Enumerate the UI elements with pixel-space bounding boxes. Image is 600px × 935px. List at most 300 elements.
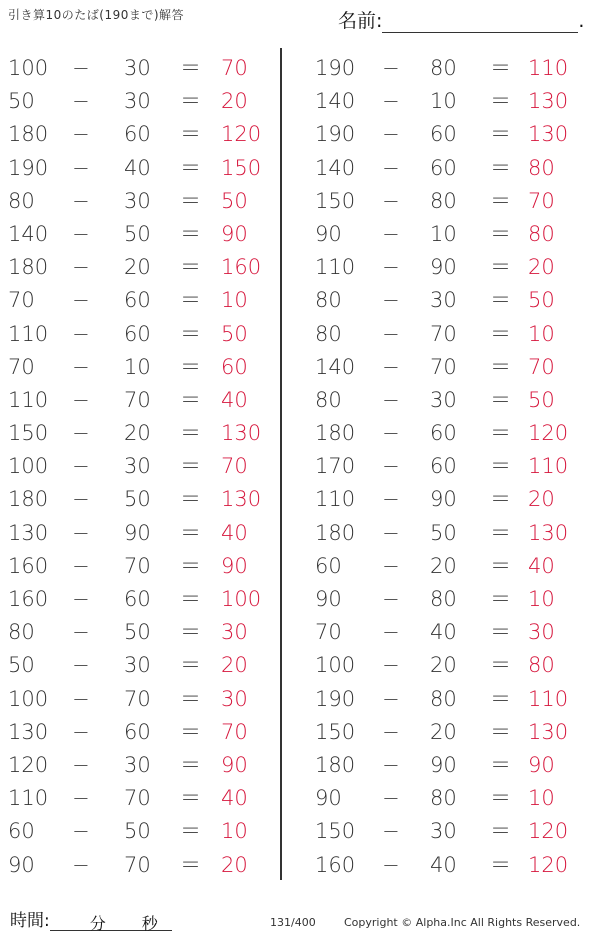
equals-sign: ＝ bbox=[490, 188, 511, 213]
minus-sign: − bbox=[382, 520, 400, 545]
subtrahend: 10 bbox=[430, 221, 457, 246]
minus-sign: − bbox=[72, 686, 90, 711]
minus-sign: − bbox=[72, 819, 90, 844]
subtrahend: 40 bbox=[430, 852, 457, 877]
equals-sign: ＝ bbox=[180, 221, 201, 246]
minus-sign: − bbox=[382, 421, 400, 446]
answer: 80 bbox=[528, 221, 555, 246]
problem-row bbox=[0, 85, 280, 118]
answer: 40 bbox=[221, 520, 248, 545]
subtrahend: 60 bbox=[124, 288, 151, 313]
subtrahend: 60 bbox=[430, 155, 457, 180]
problem-row bbox=[0, 716, 280, 749]
problem-row bbox=[0, 583, 280, 616]
equals-sign: ＝ bbox=[490, 288, 511, 313]
problem-row bbox=[0, 152, 280, 185]
answer: 80 bbox=[528, 155, 555, 180]
answer: 50 bbox=[221, 188, 248, 213]
answer: 50 bbox=[221, 321, 248, 346]
minus-sign: − bbox=[72, 719, 90, 744]
equals-sign: ＝ bbox=[180, 387, 201, 412]
minus-sign: − bbox=[72, 188, 90, 213]
minuend: 130 bbox=[8, 719, 49, 744]
answer: 10 bbox=[221, 819, 248, 844]
problem-row bbox=[0, 218, 280, 251]
answer: 130 bbox=[528, 520, 569, 545]
answer: 10 bbox=[528, 321, 555, 346]
minuend: 50 bbox=[8, 89, 35, 114]
minuend: 180 bbox=[8, 255, 49, 280]
minus-sign: − bbox=[72, 786, 90, 811]
minuend: 100 bbox=[8, 56, 49, 80]
problem-row bbox=[300, 849, 580, 882]
equals-sign: ＝ bbox=[490, 653, 511, 678]
subtrahend: 20 bbox=[430, 719, 457, 744]
equals-sign: ＝ bbox=[490, 553, 511, 578]
copyright-text: Copyright © Alpha.Inc All Rights Reserved. bbox=[344, 916, 581, 929]
minuend: 160 bbox=[8, 587, 49, 611]
problem-row bbox=[0, 318, 280, 351]
minuend: 150 bbox=[8, 421, 49, 446]
minus-sign: − bbox=[72, 89, 90, 114]
equals-sign: ＝ bbox=[180, 321, 201, 346]
problem-row bbox=[0, 384, 280, 417]
minuend: 150 bbox=[315, 188, 356, 213]
answer: 90 bbox=[221, 221, 248, 246]
subtrahend: 60 bbox=[124, 587, 151, 611]
minuend: 170 bbox=[315, 454, 356, 479]
subtrahend: 50 bbox=[124, 487, 151, 512]
minuend: 150 bbox=[315, 819, 356, 844]
problem-row bbox=[300, 417, 580, 450]
minuend: 100 bbox=[8, 454, 49, 479]
minuend: 180 bbox=[315, 752, 356, 777]
answer: 90 bbox=[528, 752, 555, 777]
answer: 20 bbox=[221, 653, 248, 678]
minus-sign: − bbox=[382, 122, 400, 147]
problem-row bbox=[300, 450, 580, 483]
minus-sign: − bbox=[382, 686, 400, 711]
minus-sign: − bbox=[382, 620, 400, 645]
answer: 150 bbox=[221, 155, 262, 180]
subtrahend: 30 bbox=[430, 387, 457, 412]
minuend: 180 bbox=[315, 520, 356, 545]
problem-row bbox=[300, 683, 580, 716]
problem-row bbox=[0, 616, 280, 649]
subtrahend: 50 bbox=[124, 819, 151, 844]
answer: 160 bbox=[221, 255, 262, 280]
equals-sign: ＝ bbox=[490, 321, 511, 346]
answer: 30 bbox=[221, 686, 248, 711]
equals-sign: ＝ bbox=[490, 620, 511, 645]
minus-sign: − bbox=[382, 89, 400, 114]
minuend: 70 bbox=[315, 620, 342, 645]
minuend: 90 bbox=[315, 587, 342, 611]
problem-row bbox=[0, 351, 280, 384]
minus-sign: − bbox=[72, 520, 90, 545]
problem-row bbox=[300, 318, 580, 351]
minus-sign: − bbox=[382, 587, 400, 611]
answer: 60 bbox=[221, 354, 248, 379]
problem-row bbox=[0, 649, 280, 682]
equals-sign: ＝ bbox=[180, 454, 201, 479]
right-problem-column bbox=[300, 52, 580, 882]
minuend: 100 bbox=[8, 686, 49, 711]
answer: 70 bbox=[221, 56, 248, 80]
equals-sign: ＝ bbox=[180, 188, 201, 213]
subtrahend: 70 bbox=[124, 686, 151, 711]
problem-row bbox=[300, 284, 580, 317]
minus-sign: − bbox=[382, 752, 400, 777]
subtrahend: 30 bbox=[430, 288, 457, 313]
answer: 40 bbox=[221, 387, 248, 412]
answer: 120 bbox=[528, 852, 569, 877]
subtrahend: 30 bbox=[124, 56, 151, 80]
minuend: 130 bbox=[8, 520, 49, 545]
answer: 40 bbox=[528, 553, 555, 578]
equals-sign: ＝ bbox=[490, 520, 511, 545]
subtrahend: 40 bbox=[124, 155, 151, 180]
subtrahend: 70 bbox=[124, 553, 151, 578]
minus-sign: − bbox=[382, 321, 400, 346]
problem-row bbox=[300, 384, 580, 417]
minus-sign: − bbox=[72, 587, 90, 611]
equals-sign: ＝ bbox=[490, 155, 511, 180]
problem-row bbox=[300, 85, 580, 118]
minus-sign: − bbox=[382, 387, 400, 412]
answer: 70 bbox=[221, 719, 248, 744]
minuend: 100 bbox=[315, 653, 356, 678]
equals-sign: ＝ bbox=[180, 752, 201, 777]
minus-sign: − bbox=[382, 288, 400, 313]
equals-sign: ＝ bbox=[490, 221, 511, 246]
minuend: 110 bbox=[8, 786, 49, 811]
minuend: 110 bbox=[315, 487, 356, 512]
answer: 20 bbox=[528, 255, 555, 280]
equals-sign: ＝ bbox=[490, 786, 511, 811]
subtrahend: 30 bbox=[124, 454, 151, 479]
equals-sign: ＝ bbox=[180, 56, 201, 80]
minuend: 140 bbox=[315, 354, 356, 379]
subtrahend: 30 bbox=[124, 752, 151, 777]
problem-row bbox=[300, 616, 580, 649]
answer: 30 bbox=[528, 620, 555, 645]
minuend: 180 bbox=[8, 487, 49, 512]
name-field bbox=[338, 6, 584, 33]
problem-row bbox=[0, 251, 280, 284]
subtrahend: 80 bbox=[430, 587, 457, 611]
problem-row bbox=[0, 815, 280, 848]
subtrahend: 20 bbox=[430, 553, 457, 578]
problem-row bbox=[300, 749, 580, 782]
minuend: 110 bbox=[8, 387, 49, 412]
equals-sign: ＝ bbox=[490, 819, 511, 844]
minus-sign: − bbox=[72, 354, 90, 379]
problem-row bbox=[300, 649, 580, 682]
minus-sign: − bbox=[382, 454, 400, 479]
minus-sign: − bbox=[382, 653, 400, 678]
subtrahend: 70 bbox=[124, 786, 151, 811]
minuend: 140 bbox=[315, 89, 356, 114]
subtrahend: 50 bbox=[430, 520, 457, 545]
time-field bbox=[10, 906, 172, 931]
minus-sign: − bbox=[72, 387, 90, 412]
equals-sign: ＝ bbox=[490, 686, 511, 711]
answer: 10 bbox=[528, 587, 555, 611]
problem-row bbox=[300, 52, 580, 85]
answer: 110 bbox=[528, 56, 569, 80]
minus-sign: − bbox=[72, 553, 90, 578]
subtrahend: 60 bbox=[124, 122, 151, 147]
time-blank[interactable] bbox=[50, 912, 172, 931]
minus-sign: − bbox=[382, 852, 400, 877]
equals-sign: ＝ bbox=[180, 587, 201, 611]
subtrahend: 90 bbox=[430, 487, 457, 512]
minus-sign: − bbox=[72, 56, 90, 80]
minuend: 90 bbox=[8, 852, 35, 877]
minuend: 70 bbox=[8, 354, 35, 379]
minuend: 190 bbox=[315, 122, 356, 147]
equals-sign: ＝ bbox=[490, 421, 511, 446]
problem-row bbox=[0, 749, 280, 782]
subtrahend: 60 bbox=[430, 454, 457, 479]
minuend: 190 bbox=[315, 56, 356, 80]
minuend: 180 bbox=[8, 122, 49, 147]
equals-sign: ＝ bbox=[180, 89, 201, 114]
subtrahend: 70 bbox=[430, 321, 457, 346]
problem-row bbox=[300, 716, 580, 749]
subtrahend: 20 bbox=[124, 255, 151, 280]
problem-row bbox=[0, 550, 280, 583]
minus-sign: − bbox=[382, 553, 400, 578]
problem-row bbox=[0, 450, 280, 483]
minus-sign: − bbox=[382, 221, 400, 246]
problem-row bbox=[0, 52, 280, 85]
minus-sign: − bbox=[72, 752, 90, 777]
answer: 70 bbox=[528, 354, 555, 379]
subtrahend: 80 bbox=[430, 786, 457, 811]
subtrahend: 90 bbox=[430, 752, 457, 777]
subtrahend: 10 bbox=[430, 89, 457, 114]
minus-sign: − bbox=[72, 620, 90, 645]
name-end-mark: . bbox=[578, 10, 585, 32]
subtrahend: 50 bbox=[124, 221, 151, 246]
minus-sign: − bbox=[72, 421, 90, 446]
problem-row bbox=[300, 583, 580, 616]
problem-row bbox=[300, 351, 580, 384]
minuend: 80 bbox=[315, 288, 342, 313]
minuend: 80 bbox=[8, 620, 35, 645]
minus-sign: − bbox=[72, 852, 90, 877]
problem-row bbox=[300, 517, 580, 550]
equals-sign: ＝ bbox=[180, 487, 201, 512]
worksheet-title: 引き算10のたば(190まで)解答 bbox=[8, 8, 185, 22]
equals-sign: ＝ bbox=[180, 288, 201, 313]
minus-sign: − bbox=[72, 487, 90, 512]
answer: 120 bbox=[528, 421, 569, 446]
time-label: 時間: bbox=[10, 911, 50, 931]
problem-row bbox=[0, 118, 280, 151]
minuend: 110 bbox=[315, 255, 356, 280]
subtrahend: 90 bbox=[430, 255, 457, 280]
answer: 130 bbox=[528, 122, 569, 147]
equals-sign: ＝ bbox=[180, 719, 201, 744]
answer: 110 bbox=[528, 454, 569, 479]
answer: 70 bbox=[528, 188, 555, 213]
minus-sign: − bbox=[382, 155, 400, 180]
problem-row bbox=[300, 251, 580, 284]
minuend: 180 bbox=[315, 421, 356, 446]
answer: 50 bbox=[528, 288, 555, 313]
minus-sign: − bbox=[382, 56, 400, 80]
problem-row bbox=[300, 152, 580, 185]
subtrahend: 40 bbox=[430, 620, 457, 645]
seconds-label: 秒 bbox=[141, 914, 158, 933]
minus-sign: − bbox=[382, 786, 400, 811]
minuend: 190 bbox=[8, 155, 49, 180]
problem-row bbox=[300, 185, 580, 218]
equals-sign: ＝ bbox=[490, 587, 511, 611]
minuend: 80 bbox=[315, 321, 342, 346]
subtrahend: 30 bbox=[124, 188, 151, 213]
minuend: 140 bbox=[315, 155, 356, 180]
answer: 10 bbox=[221, 288, 248, 313]
equals-sign: ＝ bbox=[180, 122, 201, 147]
subtrahend: 20 bbox=[124, 421, 151, 446]
minuend: 80 bbox=[315, 387, 342, 412]
problem-row bbox=[300, 782, 580, 815]
answer: 130 bbox=[221, 421, 262, 446]
minuend: 80 bbox=[8, 188, 35, 213]
answer: 110 bbox=[528, 686, 569, 711]
minuend: 140 bbox=[8, 221, 49, 246]
answer: 90 bbox=[221, 752, 248, 777]
problem-row bbox=[0, 185, 280, 218]
name-underline[interactable] bbox=[382, 12, 578, 33]
minus-sign: − bbox=[382, 255, 400, 280]
minus-sign: − bbox=[72, 155, 90, 180]
subtrahend: 10 bbox=[124, 354, 151, 379]
answer: 120 bbox=[221, 122, 262, 147]
answer: 130 bbox=[221, 487, 262, 512]
problem-row bbox=[300, 118, 580, 151]
equals-sign: ＝ bbox=[180, 786, 201, 811]
minuend: 160 bbox=[315, 852, 356, 877]
answer: 40 bbox=[221, 786, 248, 811]
equals-sign: ＝ bbox=[490, 852, 511, 877]
subtrahend: 30 bbox=[124, 653, 151, 678]
subtrahend: 70 bbox=[124, 852, 151, 877]
left-problem-column bbox=[0, 52, 280, 882]
problem-row bbox=[300, 483, 580, 516]
equals-sign: ＝ bbox=[180, 686, 201, 711]
minus-sign: − bbox=[72, 288, 90, 313]
answer: 20 bbox=[528, 487, 555, 512]
answer: 120 bbox=[528, 819, 569, 844]
minuend: 120 bbox=[8, 752, 49, 777]
minuend: 110 bbox=[8, 321, 49, 346]
minus-sign: − bbox=[72, 122, 90, 147]
minuend: 50 bbox=[8, 653, 35, 678]
subtrahend: 70 bbox=[124, 387, 151, 412]
minus-sign: − bbox=[72, 221, 90, 246]
answer: 20 bbox=[221, 852, 248, 877]
equals-sign: ＝ bbox=[180, 255, 201, 280]
column-divider bbox=[280, 48, 282, 880]
minus-sign: − bbox=[72, 653, 90, 678]
problem-row bbox=[300, 218, 580, 251]
equals-sign: ＝ bbox=[180, 553, 201, 578]
problem-row bbox=[300, 550, 580, 583]
equals-sign: ＝ bbox=[180, 354, 201, 379]
subtrahend: 80 bbox=[430, 56, 457, 80]
problem-row bbox=[300, 815, 580, 848]
equals-sign: ＝ bbox=[180, 819, 201, 844]
equals-sign: ＝ bbox=[490, 255, 511, 280]
equals-sign: ＝ bbox=[490, 122, 511, 147]
subtrahend: 90 bbox=[124, 520, 151, 545]
equals-sign: ＝ bbox=[180, 421, 201, 446]
name-label: 名前: bbox=[338, 10, 383, 32]
answer: 100 bbox=[221, 587, 262, 611]
answer: 50 bbox=[528, 387, 555, 412]
equals-sign: ＝ bbox=[180, 155, 201, 180]
subtrahend: 70 bbox=[430, 354, 457, 379]
answer: 130 bbox=[528, 719, 569, 744]
minus-sign: − bbox=[72, 454, 90, 479]
problem-row bbox=[0, 284, 280, 317]
answer: 30 bbox=[221, 620, 248, 645]
minutes-label: 分 bbox=[89, 914, 106, 933]
equals-sign: ＝ bbox=[490, 354, 511, 379]
problem-row bbox=[0, 483, 280, 516]
equals-sign: ＝ bbox=[180, 620, 201, 645]
problem-row bbox=[0, 849, 280, 882]
equals-sign: ＝ bbox=[490, 387, 511, 412]
minuend: 90 bbox=[315, 786, 342, 811]
page-number: 131/400 bbox=[270, 916, 316, 929]
minuend: 70 bbox=[8, 288, 35, 313]
equals-sign: ＝ bbox=[180, 653, 201, 678]
minus-sign: − bbox=[382, 819, 400, 844]
subtrahend: 20 bbox=[430, 653, 457, 678]
minus-sign: − bbox=[382, 354, 400, 379]
equals-sign: ＝ bbox=[490, 89, 511, 114]
problem-row bbox=[0, 782, 280, 815]
answer: 20 bbox=[221, 89, 248, 114]
equals-sign: ＝ bbox=[490, 719, 511, 744]
answer: 130 bbox=[528, 89, 569, 114]
equals-sign: ＝ bbox=[490, 454, 511, 479]
problem-row bbox=[0, 417, 280, 450]
minuend: 60 bbox=[8, 819, 35, 844]
equals-sign: ＝ bbox=[490, 56, 511, 80]
minuend: 160 bbox=[8, 553, 49, 578]
subtrahend: 60 bbox=[430, 421, 457, 446]
equals-sign: ＝ bbox=[180, 852, 201, 877]
minus-sign: − bbox=[382, 719, 400, 744]
equals-sign: ＝ bbox=[490, 487, 511, 512]
problem-row bbox=[0, 517, 280, 550]
subtrahend: 30 bbox=[124, 89, 151, 114]
subtrahend: 60 bbox=[124, 321, 151, 346]
answer: 10 bbox=[528, 786, 555, 811]
answer: 80 bbox=[528, 653, 555, 678]
subtrahend: 80 bbox=[430, 686, 457, 711]
subtrahend: 50 bbox=[124, 620, 151, 645]
answer: 70 bbox=[221, 454, 248, 479]
minus-sign: − bbox=[382, 487, 400, 512]
